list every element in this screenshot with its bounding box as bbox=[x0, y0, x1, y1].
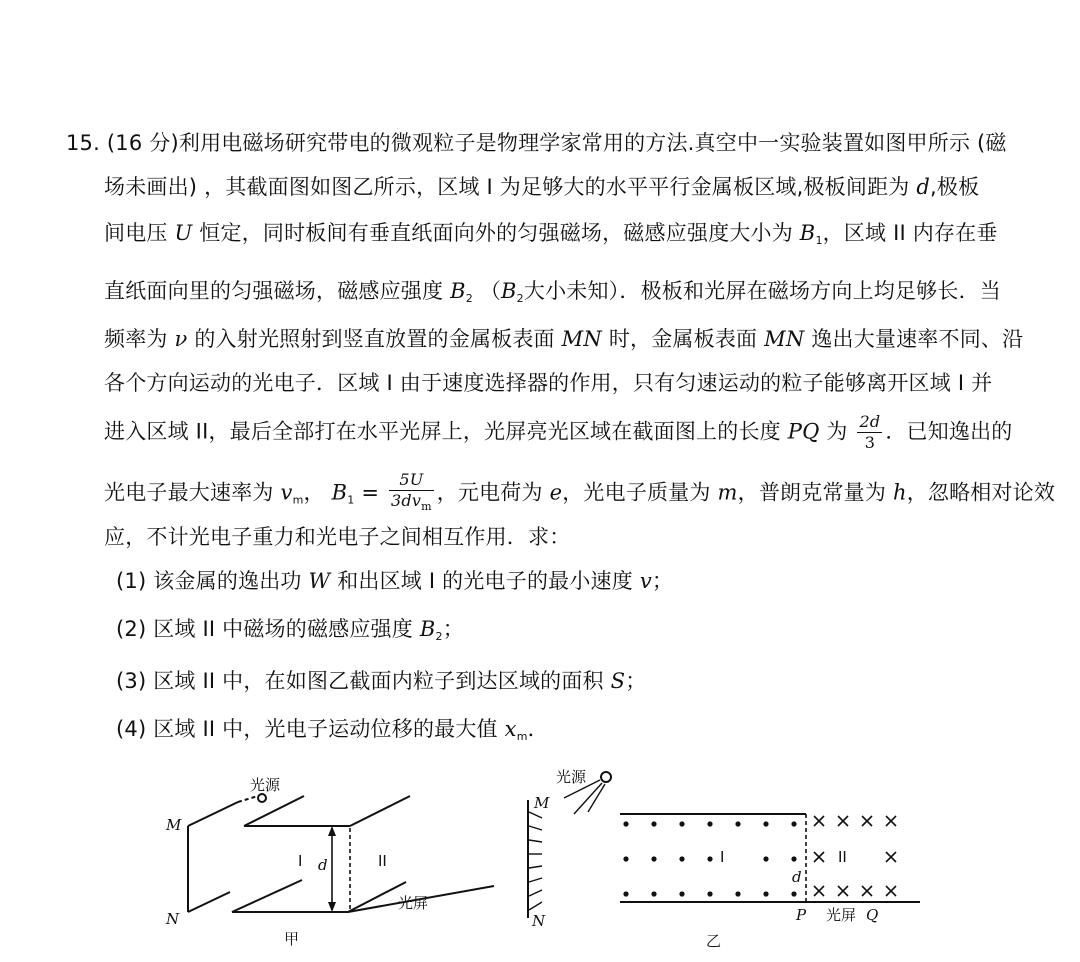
jia-light-source-label: 光源 bbox=[250, 776, 281, 794]
field-cross bbox=[862, 816, 872, 826]
field-cross bbox=[862, 886, 872, 896]
yi-caption: 乙 bbox=[706, 932, 722, 950]
yi-light-source-label: 光源 bbox=[556, 768, 587, 786]
field-cross bbox=[886, 816, 896, 826]
yi-light-source-icon bbox=[601, 772, 611, 782]
fraction-2d-over-3: $\frac{2d}{3}$ bbox=[859, 412, 881, 452]
field-cross bbox=[814, 886, 824, 896]
question-4: (4) 区域 II 中，光电子运动位移的最大值 $x_m$． bbox=[116, 717, 549, 743]
jia-label-m: M bbox=[166, 816, 182, 834]
yi-label-q: Q bbox=[866, 906, 879, 924]
yi-arrow bbox=[529, 840, 542, 842]
problem-line-3: 间电压 U 恒定，同时板间有垂直纸面向外的匀强磁场，磁感应强度大小为 $B_1$，区域 II 内存在垂 bbox=[104, 221, 998, 247]
jia-region-1: I bbox=[298, 852, 303, 870]
yi-region-2: II bbox=[838, 848, 847, 866]
fraction-5U-over-3dvm: $\frac{5U}{3dv_m}$ bbox=[391, 470, 432, 513]
jia-caption: 甲 bbox=[284, 930, 300, 948]
problem-line-8: 光电子最大速率为 $v_m$， $B_1$ = $\frac{5U}{3dv_m}$ ，元电荷为 e，光电子质量为 m，普朗克常量为 h，忽略相对论效 bbox=[104, 470, 1055, 517]
yi-label-d: d bbox=[792, 868, 802, 886]
field-dot bbox=[763, 856, 768, 861]
field-cross bbox=[814, 852, 824, 862]
problem-number: 15. bbox=[66, 131, 100, 155]
jia-upper-plate-back bbox=[244, 796, 304, 826]
yi-arrow bbox=[529, 902, 542, 910]
problem-line-5: 频率为 ν 的入射光照射到竖直放置的金属板表面 MN 时，金属板表面 MN 逸出大量速率不同、沿 bbox=[104, 327, 1024, 351]
yi-label-p: P bbox=[796, 906, 807, 924]
field-cross bbox=[886, 886, 896, 896]
field-dot bbox=[707, 891, 712, 896]
field-dot bbox=[791, 891, 796, 896]
yi-arrow bbox=[529, 878, 542, 882]
jia-screen-label: 光屏 bbox=[398, 894, 429, 912]
field-cross bbox=[886, 852, 896, 862]
field-dot bbox=[791, 856, 796, 861]
figure-yi bbox=[528, 772, 920, 918]
field-cross bbox=[814, 816, 824, 826]
question-2: (2) 区域 II 中磁场的磁感应强度 $B_2$； bbox=[116, 617, 464, 643]
jia-lower-plate-back bbox=[232, 880, 302, 912]
figure-jia bbox=[188, 794, 494, 912]
problem-line-4: 直纸面向里的匀强磁场，磁感应强度 $B_2$ （$B_2$大小未知）．极板和光屏在磁场方向上均足够长．当 bbox=[104, 279, 1001, 305]
field-cross bbox=[838, 886, 848, 896]
yi-label-n: N bbox=[532, 912, 546, 930]
problem-score: (16 分) bbox=[106, 131, 179, 155]
field-dot bbox=[679, 856, 684, 861]
field-dot bbox=[763, 891, 768, 896]
question-1: (1) 该金属的逸出功 W 和出区域 I 的光电子的最小速度 v； bbox=[116, 569, 674, 593]
yi-region-1: I bbox=[720, 848, 725, 866]
field-dot bbox=[651, 891, 656, 896]
field-dot bbox=[651, 856, 656, 861]
field-dot bbox=[623, 821, 628, 826]
jia-light-source-icon bbox=[258, 794, 266, 802]
yi-ray-2 bbox=[574, 783, 602, 814]
field-cross bbox=[838, 816, 848, 826]
field-dot bbox=[651, 821, 656, 826]
field-dot bbox=[791, 821, 796, 826]
question-3: (3) 区域 II 中，在如图乙截面内粒子到达区域的面积 S； bbox=[116, 669, 647, 693]
field-dot bbox=[735, 891, 740, 896]
yi-arrow bbox=[529, 866, 542, 868]
field-dot bbox=[679, 821, 684, 826]
yi-arrow bbox=[529, 890, 542, 896]
field-dot bbox=[735, 821, 740, 826]
yi-label-m: M bbox=[534, 794, 550, 812]
jia-d-arrowhead-bottom bbox=[328, 902, 336, 912]
problem-line-6: 各个方向运动的光电子．区域 I 由于速度选择器的作用，只有匀速运动的粒子能够离开区域 I 并 bbox=[104, 371, 993, 395]
yi-field-crosses bbox=[814, 816, 896, 896]
field-dot bbox=[763, 821, 768, 826]
problem-line-1: 15. (16 分)利用电磁场研究带电的微观粒子是物理学家常用的方法.真空中一实验装置如图甲所示 (磁 bbox=[66, 131, 1007, 155]
yi-electron-arrows bbox=[529, 812, 542, 910]
yi-arrow bbox=[529, 812, 542, 818]
problem-line-2: 场未画出) ，其截面图如图乙所示，区域 I 为足够大的水平平行金属板区域,极板间距为 d,极板 bbox=[104, 175, 980, 199]
field-dot bbox=[707, 856, 712, 861]
jia-d-arrowhead-top bbox=[328, 826, 336, 836]
problem-line-9: 应，不计光电子重力和光电子之间相互作用．求： bbox=[104, 525, 571, 549]
jia-label-n: N bbox=[166, 910, 180, 928]
yi-field-dots bbox=[623, 821, 796, 896]
field-dot bbox=[623, 856, 628, 861]
jia-dash-to-source bbox=[238, 796, 258, 802]
jia-plate-bottom-edge bbox=[188, 892, 230, 912]
jia-label-d: d bbox=[318, 856, 328, 874]
yi-screen-label: 光屏 bbox=[826, 906, 857, 924]
jia-region-2: II bbox=[378, 852, 387, 870]
jia-plate-top-edge bbox=[188, 802, 238, 826]
jia-upper-plate-right bbox=[350, 796, 410, 826]
yi-arrow bbox=[529, 826, 542, 830]
field-dot bbox=[707, 821, 712, 826]
field-dot bbox=[679, 891, 684, 896]
problem-line-7: 进入区域 II，最后全部打在水平光屏上，光屏亮光区域在截面图上的长度 PQ 为 $\frac{2d}{3}$ ．已知逸出的 bbox=[104, 412, 1013, 452]
field-dot bbox=[623, 891, 628, 896]
